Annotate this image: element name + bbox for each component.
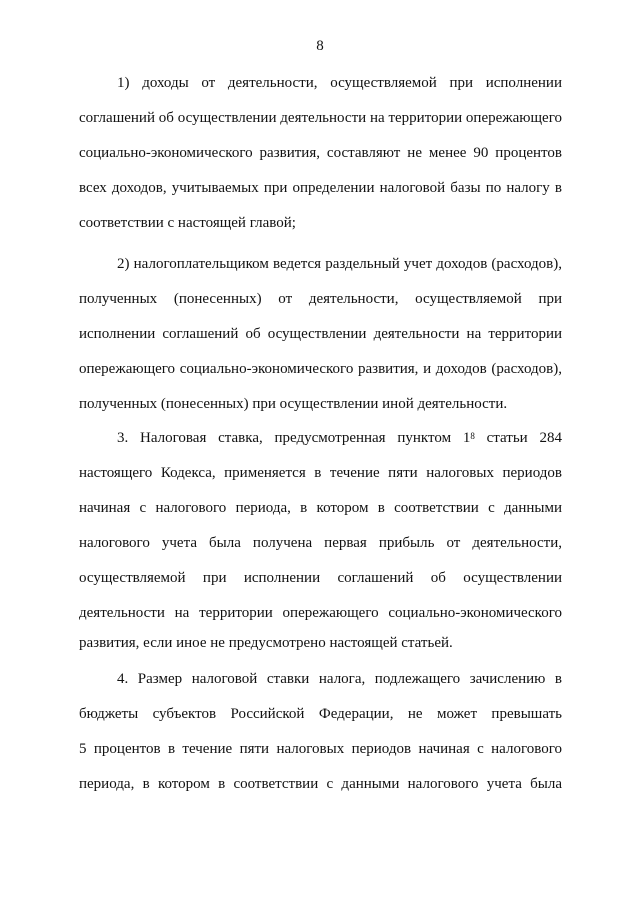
text-line-with-superscript xyxy=(117,426,562,450)
page-number: 8 xyxy=(316,38,324,54)
text-line: деятельности на территории опережающего социально-экономического xyxy=(79,605,562,621)
text-line: бюджеты субъектов Российской Федерации, не может превышать xyxy=(79,706,562,722)
text-line: всех доходов, учитываемых при определении налоговой базы по налогу в xyxy=(79,180,562,196)
text-line: соглашений об осуществлении деятельности на территории опережающего xyxy=(79,110,562,126)
text-line: 2) налогоплательщиком ведется раздельный учет доходов (расходов), xyxy=(117,256,562,272)
text-line: полученных (понесенных) при осуществлении иной деятельности. xyxy=(79,396,508,412)
text-line: 4. Размер налоговой ставки налога, подлежащего зачислению в xyxy=(117,671,562,687)
text-line: опережающего социально-экономического развития, и доходов (расходов), xyxy=(79,361,562,377)
text-segment: статьи 284 xyxy=(474,430,562,446)
text-line: развития, если иное не предусмотрено настоящей статьей. xyxy=(79,635,453,651)
text-line: исполнении соглашений об осуществлении деятельности на территории xyxy=(79,326,562,342)
text-segment: 3. Налоговая ставка, предусмотренная пунктом 1 xyxy=(117,430,471,446)
text-line: настоящего Кодекса, применяется в течение пяти налоговых периодов xyxy=(79,465,562,481)
text-line: 5 процентов в течение пяти налоговых периодов начиная с налогового xyxy=(79,741,562,757)
superscript-index: 8 xyxy=(470,431,475,441)
text-line: 1) доходы от деятельности, осуществляемой при исполнении xyxy=(117,75,562,91)
text-line: осуществляемой при исполнении соглашений об осуществлении xyxy=(79,570,562,586)
text-line: полученных (понесенных) от деятельности, осуществляемой при xyxy=(79,291,562,307)
text-line: соответствии с настоящей главой; xyxy=(79,215,296,231)
text-line: социально-экономического развития, составляют не менее 90 процентов xyxy=(79,145,562,161)
text-line: периода, в котором в соответствии с данными налогового учета была xyxy=(79,776,562,792)
text-line: налогового учета была получена первая прибыль от деятельности, xyxy=(79,535,562,551)
text-line: начиная с налогового периода, в котором в соответствии с данными xyxy=(79,500,562,516)
